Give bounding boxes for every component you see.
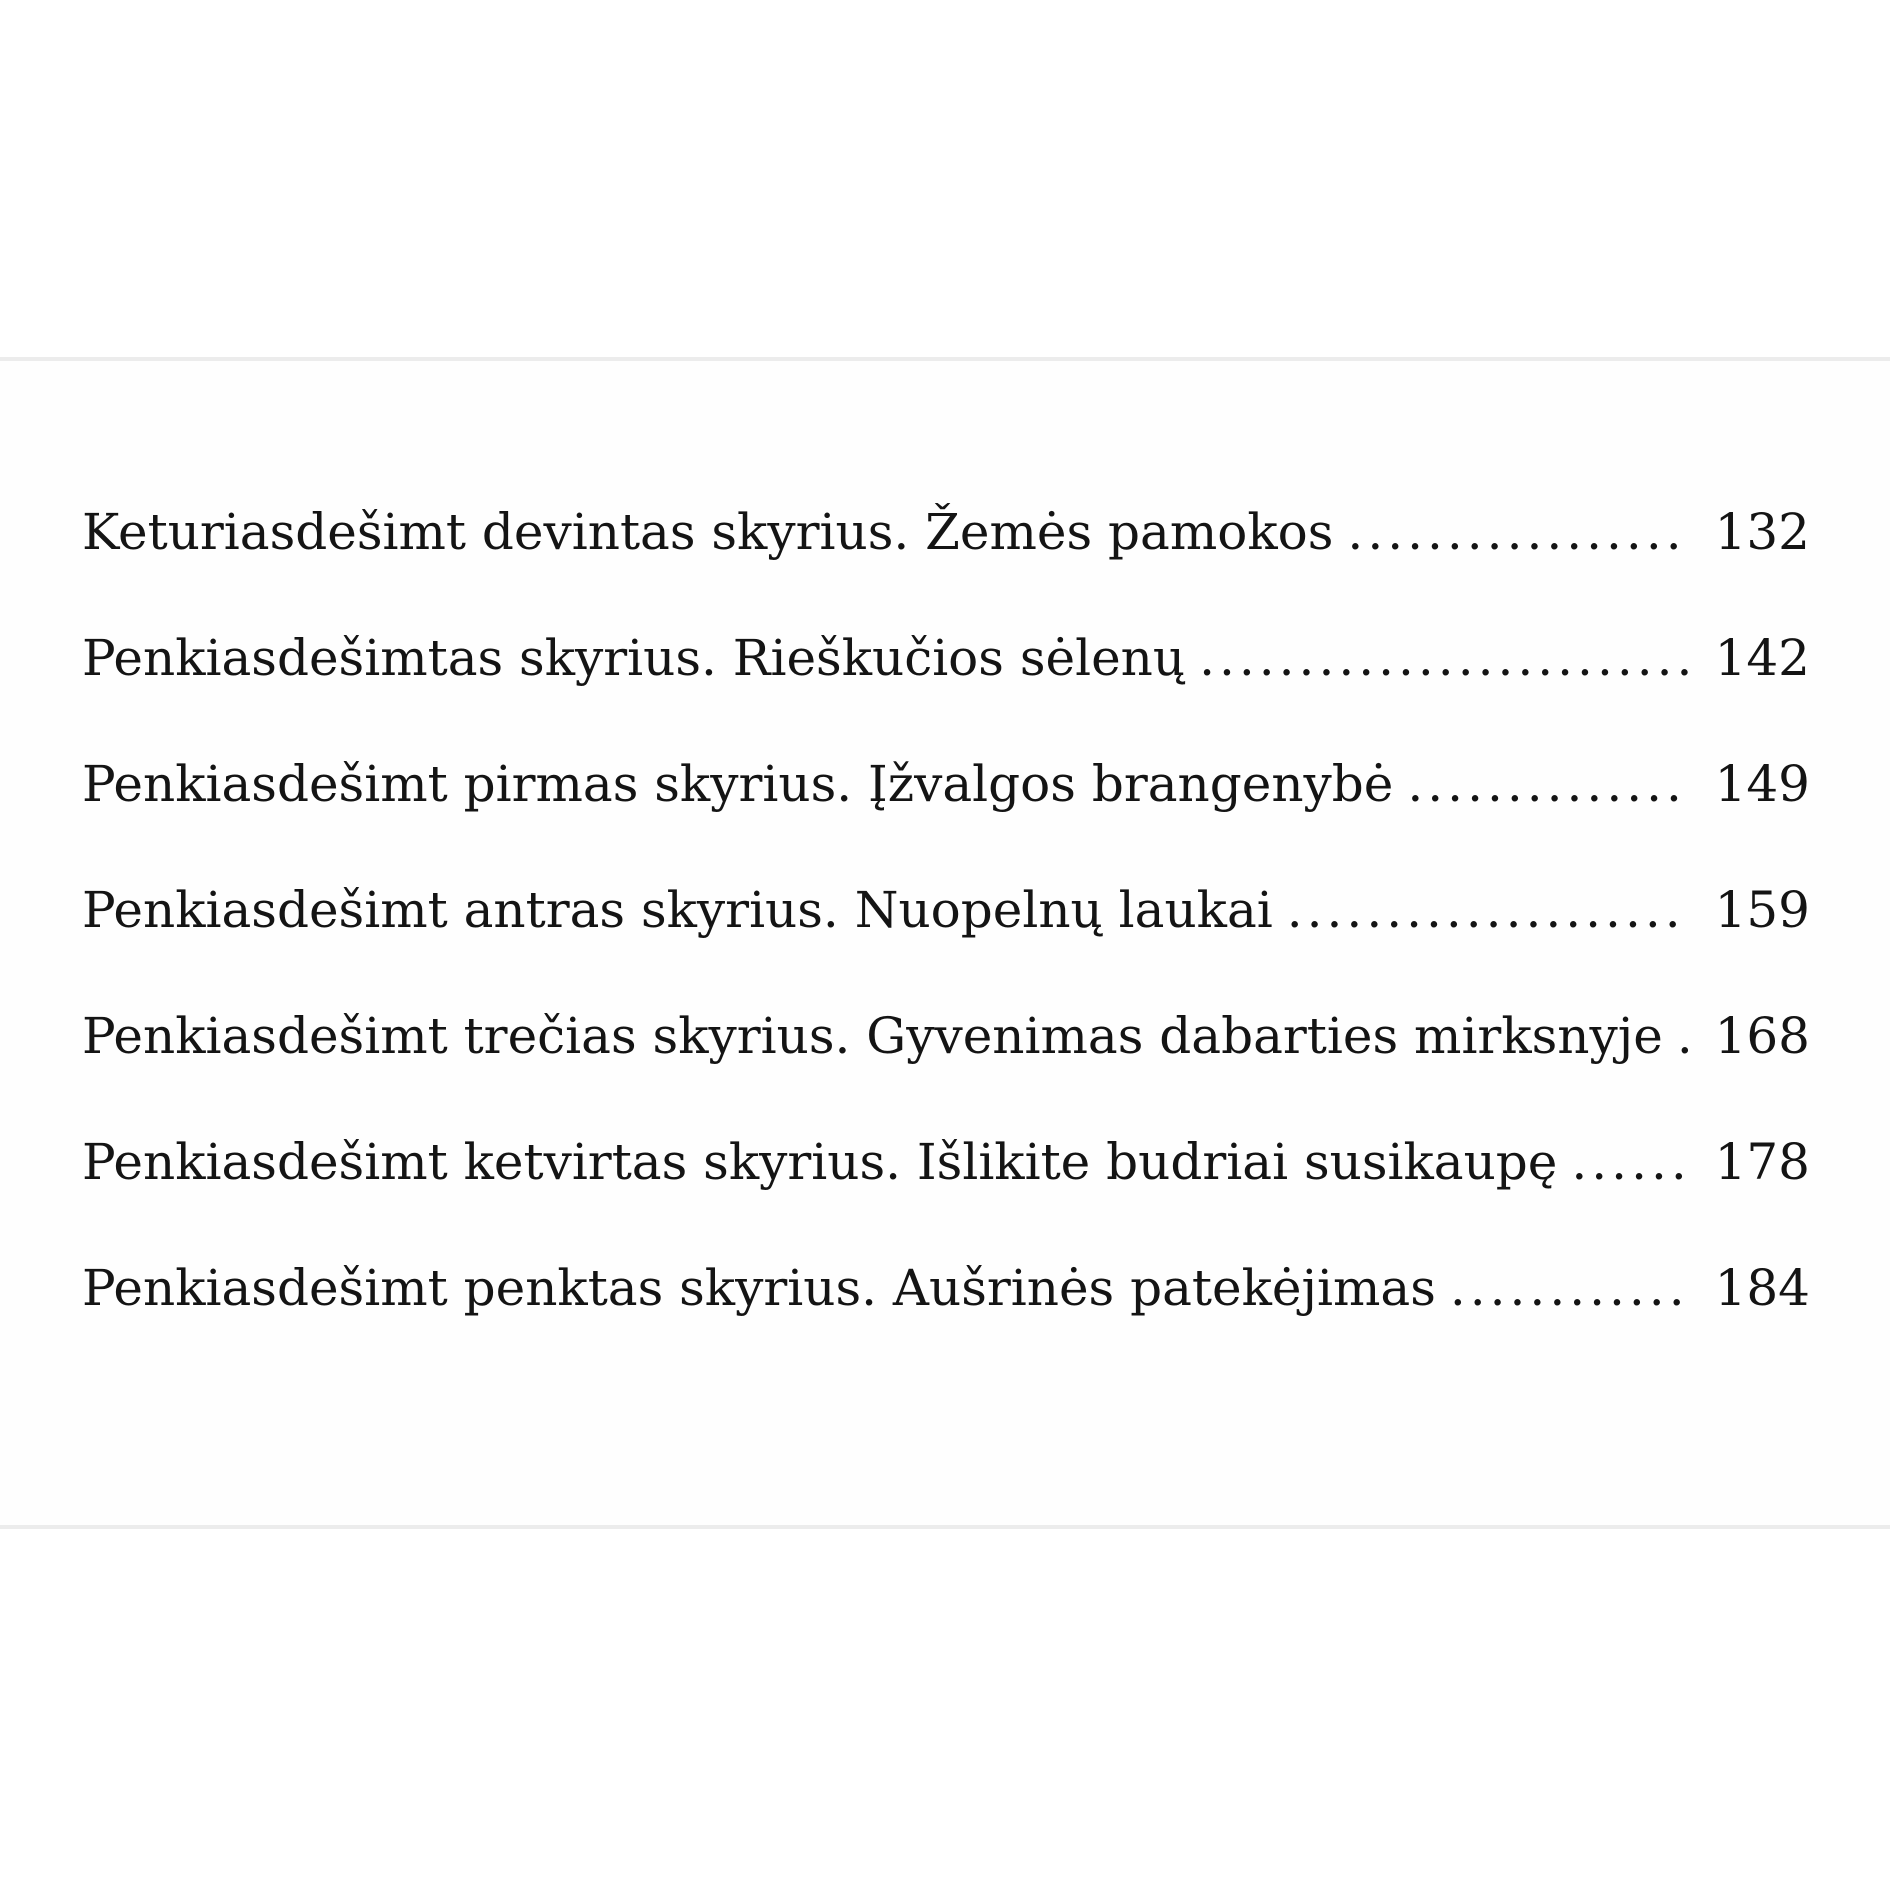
toc-entry: [82, 1259, 1810, 1385]
toc-entry-title: Penkiasdešimt pirmas skyrius. Įžvalgos brangenybė: [82, 755, 1394, 813]
dot-leader: [1407, 755, 1688, 813]
toc-entry: [82, 755, 1810, 881]
toc-entry-page: 142: [1714, 629, 1810, 687]
toc-entry-title: Penkiasdešimt antras skyrius. Nuopelnų laukai: [82, 881, 1273, 939]
toc-entry: [82, 503, 1810, 629]
toc-entry: [82, 629, 1810, 755]
toc-entry-title: Penkiasdešimt ketvirtas skyrius. Išlikite budriai susikaupę: [82, 1133, 1558, 1191]
dot-leader: [1287, 881, 1688, 939]
dot-leader: [1347, 503, 1688, 561]
toc-entry-title: Penkiasdešimt trečias skyrius. Gyvenimas dabarties mirksnyje: [82, 1007, 1663, 1065]
toc-entry-page: 149: [1714, 755, 1810, 813]
toc-entry-title: Keturiasdešimt devintas skyrius. Žemės pamokos: [82, 503, 1334, 561]
dot-leader: [1450, 1259, 1688, 1317]
toc-entry-page: 178: [1714, 1133, 1810, 1191]
book-page: [0, 357, 1890, 1529]
toc-entry: [82, 1133, 1810, 1259]
dot-leader: [1677, 1007, 1688, 1065]
toc-entry-page: 184: [1714, 1259, 1810, 1317]
table-of-contents: [82, 503, 1810, 1385]
toc-entry-title: Penkiasdešimt penktas skyrius. Aušrinės patekėjimas: [82, 1259, 1436, 1317]
toc-entry: [82, 1007, 1810, 1133]
toc-entry-title: Penkiasdešimtas skyrius. Rieškučios sėlenų: [82, 629, 1186, 687]
toc-entry: [82, 881, 1810, 1007]
toc-entry-page: 159: [1714, 881, 1810, 939]
dot-leader: [1571, 1133, 1688, 1191]
toc-entry-page: 132: [1714, 503, 1810, 561]
toc-entry-page: 168: [1714, 1007, 1810, 1065]
dot-leader: [1199, 629, 1688, 687]
